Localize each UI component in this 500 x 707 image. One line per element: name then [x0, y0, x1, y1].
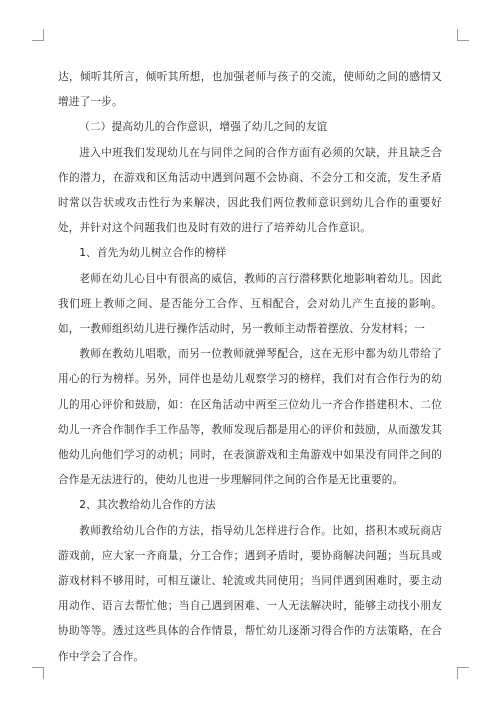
paragraph-peer-model: 教师在教幼儿唱歌，而另一位教师就弹琴配合，这在无形中都为幼儿带给了用心的行为榜样。另外，同伴也是幼儿观察学习的榜样，我们对有合作行为的幼儿的用心评价和鼓励，如：在区角活动中两至三位幼儿一齐合作搭建积木、二位幼儿一齐合作制作手工作品等，教师发现后都是用心的评价和鼓励，从而激发其他幼儿向他们学习的动机；同时，在表演游戏和主角游戏中如果没有同伴之间的合作是无法进行的，使幼儿也进一步理解同伴之间的合作是无比重要的。: [58, 348, 442, 487]
paragraph-continued: 达，倾听其所言，倾听其所想，也加强老师与孩子的交流，使师幼之间的感情又增进了一步。: [58, 71, 442, 109]
paragraph-role-model: 老师在幼儿心目中有很高的威信，教师的言行潜移默化地影响着幼儿。因此我们班上教师之间、是否能分工合作、互相配合，会对幼儿产生直接的影响。如，一教师组织幼儿进行操作活动时，另一教师主动帮着摆放、分发材料；一: [58, 272, 442, 336]
crop-mark-top-right-h: [457, 40, 469, 41]
crop-mark-bottom-right-h: [457, 667, 469, 668]
paragraph-methods: 教师教给幼儿合作的方法，指导幼儿怎样进行合作。比如，搭积木或玩商店游戏前，应大家一齐商量，分工合作；遇到矛盾时，要协商解决问题；当玩具或游戏材料不够用时，可相互谦让、轮流或共同使用；当同伴遇到困难时，要主动用动作、语言去帮忙他；当自己遇到困难、一人无法解决时，能够主动找小朋友协助等等。透过这些具体的合作情景，帮忙幼儿逐渐习得合作的方法策略，在合作中学会了合作。: [58, 524, 442, 663]
section-heading-2: （二）提高幼儿的合作意识，增强了幼儿之间的友谊: [79, 121, 328, 134]
crop-mark-bottom-right-v: [457, 667, 458, 679]
crop-mark-top-right-v: [457, 29, 458, 41]
subheading-1: 1、首先为幼儿树立合作的榜样: [79, 247, 227, 260]
crop-mark-bottom-left-v: [43, 667, 44, 679]
document-body: [58, 65, 442, 670]
subheading-2: 2、其次教给幼儿合作的方法: [79, 499, 216, 512]
crop-mark-top-left-v: [43, 29, 44, 41]
paragraph-intro: 进入中班我们发现幼儿在与同伴之间的合作方面有必须的欠缺，并且缺乏合作的潜力，在游戏和区角活动中遇到问题不会协商、不会分工和交流，发生矛盾时常以告状或攻击性行为来解决，因此我们两位教师意识到幼儿合作的重要好处，并针对这个问题我们也及时有效的进行了培养幼儿合作意识。: [58, 146, 442, 235]
